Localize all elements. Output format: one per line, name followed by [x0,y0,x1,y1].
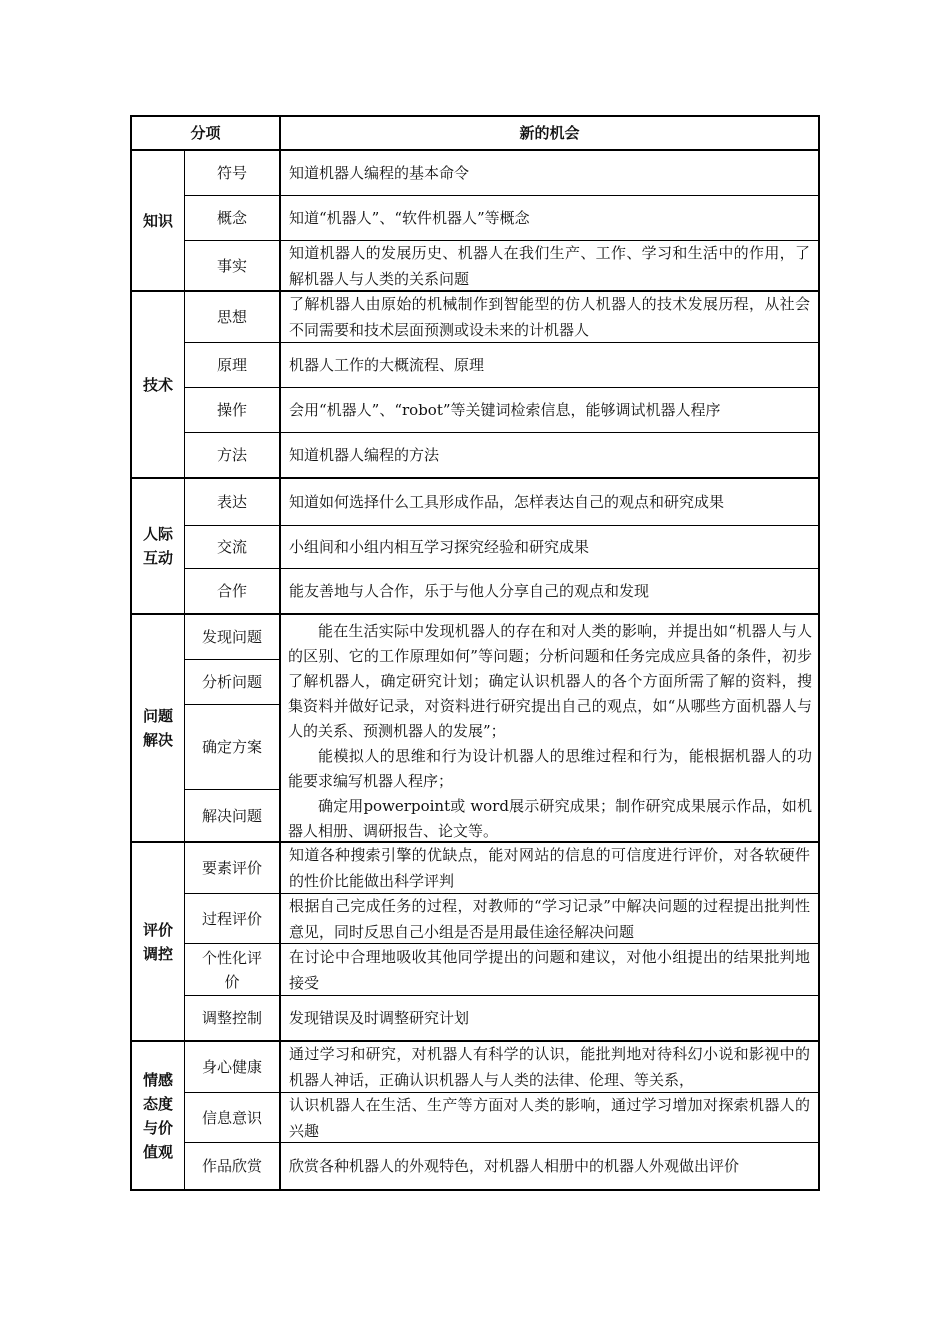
item-adjust-control: 调整控制 [201,1009,262,1027]
item-work-appreciation: 作品欣赏 [201,1157,262,1175]
desc-method [281,433,818,477]
problem-solving-description [280,617,820,843]
item-individual-evaluation-line2: 价 [224,972,240,991]
desc-health [281,1042,818,1092]
item-analyze-problem: 分析问题 [201,673,262,691]
desc-method-text: 知道机器人编程的方法 [289,446,440,464]
item-expression: 表达 [216,493,247,511]
category-problem-solving [132,615,184,841]
category-knowledge: 知识 [142,211,173,230]
desc-expression-text: 知道如何选择什么工具形成作品，怎样表达自己的观点和研究成果 [289,493,725,511]
desc-element-evaluation-text: 知道各种搜索引擎的优缺点，能对网站的信息的可信度进行评价，对各软硬件的性价比能做出科学评判 [289,846,810,890]
table-border-bottom [130,1189,820,1191]
desc-cooperation [281,569,818,613]
desc-health-text: 通过学习和研究，对机器人有科学的认识，能批判地对待科幻小说和影视中的机器人神话，正确认识机器人与人类的法律、伦理、等关系， [289,1045,810,1089]
desc-communication [281,526,818,568]
item-element-evaluation: 要素评价 [201,859,262,877]
item-info-awareness: 信息意识 [201,1108,262,1127]
desc-individual-evaluation [281,944,818,995]
item-find-problem: 发现问题 [201,628,262,646]
desc-symbol [281,151,818,195]
header-opportunity: 新的机会 [519,124,580,142]
item-solve-problem: 解决问题 [201,806,262,825]
item-operation: 操作 [216,401,247,419]
item-health: 身心健康 [201,1058,262,1076]
desc-individual-evaluation-text: 在讨论中合理地吸收其他同学提出的问题和建议，对他小组提出的结果批判地接受 [289,947,810,992]
desc-process-evaluation-text: 根据自己完成任务的过程，对教师的“学习记录”中解决问题的过程提出批判性意见，同时反思自己小组是否是用最佳途径解决问题 [289,896,810,941]
desc-cooperation-text: 能友善地与人合作，乐于与他人分享自己的观点和发现 [289,582,650,600]
category-interaction-line1: 人际 [142,525,173,543]
category-values-line3: 与价 [142,1118,173,1137]
item-idea: 思想 [216,308,247,326]
category-values-line2: 态度 [142,1094,173,1113]
desc-work-appreciation [281,1143,818,1189]
desc-info-awareness [281,1093,818,1142]
category-values [132,1042,184,1189]
category-values-line1: 情感 [142,1070,173,1089]
header-category: 分项 [190,124,221,142]
desc-process-evaluation [281,894,818,943]
item-symbol: 符号 [216,164,247,182]
item-communication: 交流 [216,538,247,556]
desc-element-evaluation [281,843,818,893]
desc-work-appreciation-text: 欣赏各种机器人的外观特色，对机器人相册中的机器人外观做出评价 [289,1157,740,1175]
desc-principle [281,343,818,387]
item-fact: 事实 [216,256,247,275]
item-process-evaluation: 过程评价 [201,909,262,928]
category-interaction [132,479,184,613]
desc-operation [281,388,818,432]
item-principle: 原理 [216,356,247,374]
category-evaluation-line1: 评价 [142,920,173,939]
desc-concept [281,196,818,240]
category-evaluation-line2: 调控 [142,944,173,963]
desc-expression [281,479,818,525]
desc-adjust-control-text: 发现错误及时调整研究计划 [289,1009,470,1027]
category-values-line4: 值观 [142,1142,173,1161]
item-concept: 概念 [216,209,247,227]
category-interaction-line2: 互动 [142,549,173,567]
desc-principle-text: 机器人工作的大概流程、原理 [289,356,485,374]
category-problem-solving-line1: 问题 [142,707,173,725]
problem-solving-paragraph: 能在生活实际中发现机器人的存在和对人类的影响，并提出如“机器人与人的区别、它的工作原理如何”等问题；分析问题和任务完成应具备的条件，初步了解机器人，确定研究计划；确定认识机器人的各个方面所需了解的资料，搜集资料并做好记录，对资料进行研究提出自己的观点，如“从哪些方面机器人与人的关系、预测机器人的发展”； [288,622,812,740]
desc-idea-text: 了解机器人由原始的机械制作到智能型的仿人机器人的技术发展历程，从社会不同需要和技术层面预测或设未来的计机器人 [289,295,810,339]
desc-info-awareness-text: 认识机器人在生活、生产等方面对人类的影响，通过学习增加对探索机器人的兴趣 [289,1095,810,1140]
category-technology: 技术 [142,375,173,394]
desc-communication-text: 小组间和小组内相互学习探究经验和研究成果 [289,538,590,556]
problem-solving-paragraph: 确定用powerpoint或 word展示研究成果；制作研究成果展示作品，如机器人相册、调研报告、论文等。 [288,797,812,840]
desc-adjust-control [281,996,818,1040]
category-evaluation [132,843,184,1040]
item-cooperation: 合作 [216,582,247,600]
problem-solving-paragraph: 能模拟人的思维和行为设计机器人的思维过程和行为，能根据机器人的功能要求编写机器人程序； [288,747,812,790]
item-method: 方法 [216,446,247,464]
desc-idea [281,292,818,342]
item-individual-evaluation-line1: 个性化评 [201,948,262,967]
desc-symbol-text: 知道机器人编程的基本命令 [289,164,470,182]
category-problem-solving-line2: 解决 [142,731,173,749]
desc-fact [281,241,818,290]
item-individual-evaluation [185,944,279,995]
desc-concept-text: 知道“机器人”、“软件机器人”等概念 [289,209,530,227]
desc-operation-text: 会用“机器人”、“robot”等关键词检索信息，能够调试机器人程序 [289,401,721,419]
opportunity-table [130,115,820,1191]
item-determine-plan: 确定方案 [201,738,262,756]
desc-fact-text: 知道机器人的发展历史、机器人在我们生产、工作、学习和生活中的作用，了解机器人与人类的关系问题 [289,243,810,288]
